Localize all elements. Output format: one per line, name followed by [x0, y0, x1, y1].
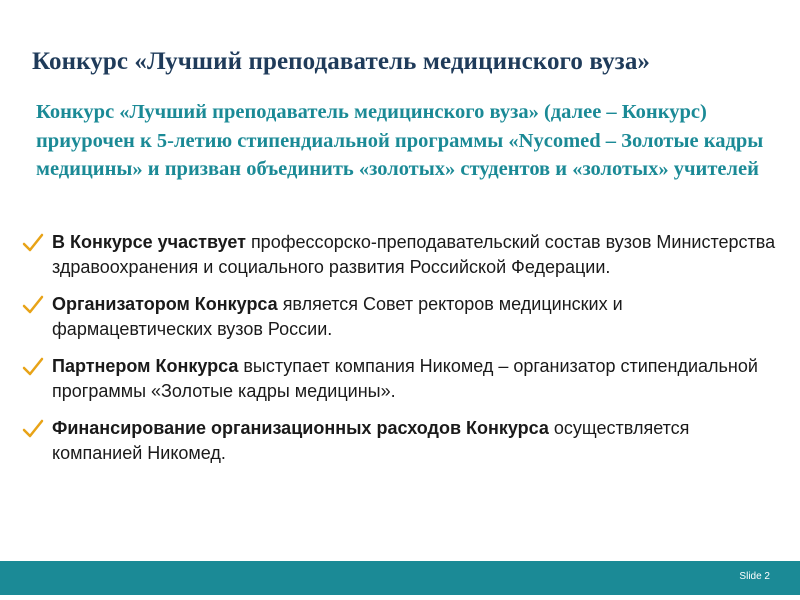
- bullet-text: осуществляется компанией Никомед.: [52, 418, 690, 463]
- bullet-list: [20, 230, 780, 478]
- list-item: [20, 230, 780, 280]
- list-item: [20, 416, 780, 466]
- checkmark-icon: [22, 419, 44, 439]
- bullet-text: профессорско-преподавательский состав вузов Министерства здравоохранения и социального развития Российской Федерации.: [52, 232, 776, 277]
- bullet-text: является Совет ректоров медицинских и фармацевтических вузов России.: [52, 294, 623, 339]
- checkmark-icon: [22, 357, 44, 377]
- list-item: [20, 292, 780, 342]
- intro-paragraph: Конкурс «Лучший преподаватель медицинского вуза» (далее – Конкурс) приурочен к 5-летию стипендиальной программы «Nycomed – Золотые кадры медицины» и призван объединить «золотых» студентов и «золотых» учителей: [36, 101, 764, 180]
- bullet-bold: Финансирование организационных расходов Конкурса: [52, 418, 549, 438]
- checkmark-icon: [22, 233, 44, 253]
- list-item: [20, 354, 780, 404]
- footer-divider: [0, 593, 800, 600]
- bullet-text: выступает компания Никомед – организатор стипендиальной программы «Золотые кадры медицины».: [52, 356, 758, 401]
- bullet-bold: Партнером Конкурса: [52, 356, 239, 376]
- slide-title: Конкурс «Лучший преподаватель медицинского вуза»: [32, 48, 651, 75]
- bullet-bold: Организатором Конкурса: [52, 294, 278, 314]
- checkmark-icon: [22, 295, 44, 315]
- footer-bar: [0, 561, 800, 593]
- bullet-bold: В Конкурсе участвует: [52, 232, 246, 252]
- slide-number: Slide 2: [739, 571, 770, 582]
